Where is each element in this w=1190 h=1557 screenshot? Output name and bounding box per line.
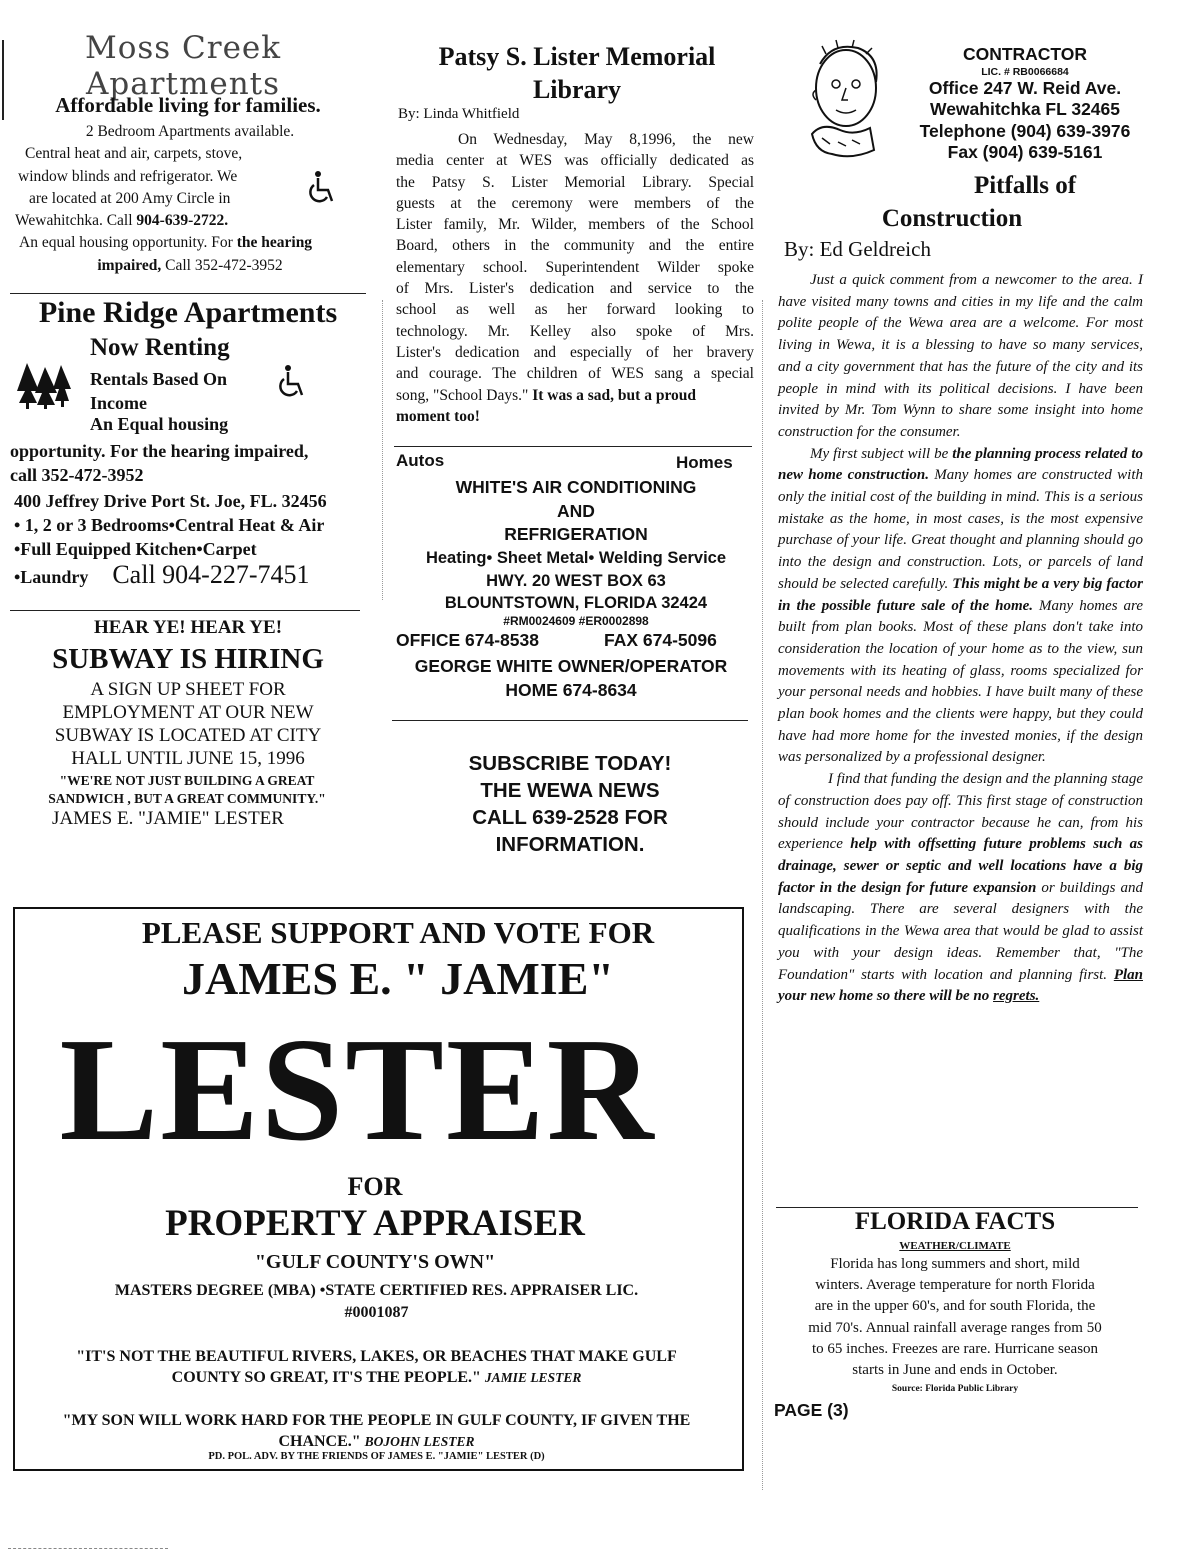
- library-title-line: Patsy S. Lister Memorial: [438, 42, 716, 71]
- library-line: and courage. The children of WES sang a special: [396, 365, 754, 383]
- moss-hearing-text: the hearing: [236, 234, 313, 252]
- divider: [10, 610, 360, 611]
- library-line: Board, others in the community and the entire: [396, 237, 754, 255]
- vote-degree: [15, 1280, 738, 1324]
- library-line: [396, 385, 754, 406]
- rentals-line: Income: [90, 393, 147, 413]
- pine-ridge-title: Pine Ridge Apartments: [38, 296, 338, 329]
- library-line: Lister family, Mr. Wilder, members of the School: [396, 216, 754, 234]
- pitfalls-title-1: Pitfalls of: [973, 172, 1077, 199]
- vote-quote2: [15, 1410, 738, 1452]
- contractor-fax: Fax (904) 639-5161: [947, 142, 1103, 162]
- subway-signature: JAMES E. "JAMIE" LESTER: [52, 808, 284, 829]
- caricature-icon: [792, 34, 896, 164]
- whites-ad: [390, 476, 762, 628]
- divider: [392, 720, 748, 721]
- library-line: of Mrs. Lister's dedication and service to the: [396, 280, 754, 298]
- whites-name: WHITE'S AIR CONDITIONING: [455, 477, 697, 497]
- library-line: school as well as her forward looking to: [396, 301, 754, 319]
- now-renting: Now Renting: [90, 334, 230, 361]
- subscribe-ad: [385, 750, 755, 858]
- subway-quote-line: "WE'RE NOT JUST BUILDING A GREAT: [59, 773, 315, 788]
- moss-impaired-text: impaired,: [97, 256, 162, 274]
- vote-degree-line: MASTERS DEGREE (MBA) •STATE CERTIFIED RES. APPRAISER LIC.: [114, 1282, 639, 1299]
- library-song: song, "School Days.": [396, 386, 533, 404]
- library-line: elementary school. Superintendent Wilder spoke: [396, 258, 754, 276]
- page-number: PAGE (3): [774, 1400, 849, 1420]
- florida-facts-source: Source: Florida Public Library: [891, 1384, 1019, 1394]
- moss-line: are located at 200 Amy Circle in: [29, 189, 231, 207]
- facts-line: starts in June and ends in October.: [852, 1362, 1058, 1379]
- library-line: guests at the ceremony were members of the: [396, 194, 754, 212]
- library-title: [392, 40, 762, 106]
- pine-address: 400 Jeffrey Drive Port St. Joe, FL. 32456: [14, 491, 327, 511]
- subscribe-line: SUBSCRIBE TODAY!: [468, 752, 672, 775]
- subscribe-line: THE WEWA NEWS: [480, 779, 660, 802]
- facts-line: winters. Average temperature for north Florida: [815, 1277, 1095, 1294]
- equal-housing: An Equal housing: [90, 414, 229, 434]
- pine-line: opportunity. For the hearing impaired,: [10, 441, 309, 461]
- vote-for: FOR: [347, 1172, 403, 1201]
- moss-line: [10, 255, 370, 277]
- trees-icon: [15, 361, 71, 409]
- whites-fax: FAX 674-5096: [604, 630, 717, 650]
- whites-owner: GEORGE WHITE OWNER/OPERATOR: [414, 656, 728, 676]
- vote-quote-line: COUNTY SO GREAT, IT'S THE PEOPLE.": [171, 1369, 485, 1386]
- rentals-based: [90, 367, 227, 415]
- library-body: [396, 129, 754, 427]
- pitfalls-paragraph: My first subject will be the planning process related to new home construction. Many homes are constructed with only the initial cost of the building in mind. This is a serious mistake as the home, in most cases, is the most expensive purchase of your life. Great thought and planning should go into the design and construction. Lots, or parcels of land should be selected carefully. This might be a very big factor in the possible future sale of the home. Many homes are built from plan books. Most of these plans don't take into consideration the location of your home as to the view, sun movements with its heating of glass, rooms specialized for your personal needs and hobbies. I have built many of these plan book homes and the clients were happy, but they could have had more home for the invested monies, if the design was personalized by a professional designer.: [778, 445, 1144, 766]
- vote-line: PLEASE SUPPORT AND VOTE FOR: [141, 915, 655, 950]
- pine-ridge-body: [10, 439, 370, 589]
- pine-laundry: •Laundry: [14, 567, 89, 587]
- pine-line: call 352-472-3952: [10, 465, 144, 485]
- vote-paid-notice: PD. POL. ADV. BY THE FRIENDS OF JAMES E. "JAMIE" LESTER (D): [208, 1451, 545, 1462]
- vote-candidate: JAMES E. " JAMIE": [182, 953, 614, 1004]
- vote-headline: [0, 915, 796, 951]
- contractor-phone: Telephone (904) 639-3976: [919, 120, 1131, 141]
- moss-creek-tagline: Affordable living for families.: [55, 93, 321, 117]
- wheelchair-icon: [273, 364, 307, 400]
- facts-line: mid 70's. Annual rainfall average ranges from 50: [808, 1319, 1102, 1336]
- whites-city: BLOUNTSTOWN, FLORIDA 32424: [444, 594, 708, 612]
- subway-line: HALL UNTIL JUNE 15, 1996: [71, 748, 305, 769]
- library-line: technology. Mr. Kelley also spoke of Mrs.: [396, 322, 754, 340]
- facts-line: are in the upper 60's, and for south Florida, the: [814, 1298, 1096, 1315]
- vote-quote-line: CHANCE.": [278, 1433, 365, 1450]
- library-line: the Patsy S. Lister Memorial Library. Special: [396, 173, 754, 191]
- whites-owner-block: [390, 654, 752, 702]
- subscribe-line: INFORMATION.: [495, 833, 645, 856]
- florida-facts-subtitle: WEATHER/CLIMATE: [899, 1240, 1011, 1252]
- whites-address: HWY. 20 WEST BOX 63: [486, 572, 666, 590]
- moss-line: Central heat and air, carpets, stove,: [25, 145, 243, 163]
- vote-quote-line: "IT'S NOT THE BEAUTIFUL RIVERS, LAKES, OR BEACHES THAT MAKE GULF: [76, 1348, 677, 1365]
- subway-line: SUBWAY IS LOCATED AT CITY: [54, 725, 322, 746]
- library-byline: By: Linda Whitfield: [398, 106, 520, 122]
- pitfalls-title-2: Construction: [881, 205, 1023, 232]
- subway-headline: SUBWAY IS HIRING: [52, 643, 324, 675]
- divider: [394, 446, 752, 447]
- moss-equal-text: An equal housing opportunity. For: [19, 234, 237, 252]
- contractor-office: Office 247 W. Reid Ave.: [928, 77, 1122, 98]
- whites-name: REFRIGERATION: [504, 524, 648, 544]
- pitfalls-paragraph: I find that funding the design and the planning stage of construction does pay off. This first stage of construction should include your contractor because he can, from his experience help with offsetting future problems such as drainage, sewer or septic and well locations have a big factor in the design for future expansion or buildings and landscaping. There are several designers with the qualifications in the Wewa area that would be glad to assist you with your design ideas. Remember that, "The Foundation" starts with location and planning first. Plan your new home so there will be no regrets.: [778, 771, 1144, 1005]
- hear-ye: HEAR YE! HEAR YE!: [93, 617, 283, 638]
- subway-quote: [4, 772, 370, 808]
- whites-home: HOME 674-8634: [505, 680, 637, 700]
- subway-quote-line: SANDWICH , BUT A GREAT COMMUNITY.": [48, 791, 326, 806]
- rentals-line: Rentals Based On: [90, 369, 228, 389]
- homes-label: Homes: [676, 453, 733, 472]
- pine-features: • 1, 2 or 3 Bedrooms•Central Heat & Air: [14, 515, 325, 535]
- moss-line: window blinds and refrigerator. We: [18, 167, 238, 185]
- library-line: media center at WES was officially dedicated as: [396, 152, 754, 170]
- library-line: Lister's dedication and especially of her bravery: [396, 343, 754, 361]
- pitfalls-paragraph: Just a quick comment from a newcomer to the area. I have visited many towns and cities in my life and the calm polite people of the Wewa area are a welcome. For most living in Wewa, it is a blessing to have so many services, and a city government that has the future of the city and its people in mind with its political decisions. I have been invited by Mr. Tom Wynn to share some insight into home construction for the consumer.: [778, 272, 1143, 440]
- whites-services: Heating• Sheet Metal• Welding Service: [425, 548, 727, 567]
- contractor-license: LIC. # RB0066684: [981, 65, 1069, 78]
- vote-name-large: LESTER: [59, 1008, 656, 1172]
- florida-facts-title: FLORIDA FACTS: [854, 1208, 1056, 1235]
- contractor-ad: [900, 44, 1150, 164]
- library-final: moment too!: [396, 407, 480, 425]
- vote-quote-signature: BOJOHN LESTER: [364, 1434, 475, 1449]
- subway-line: EMPLOYMENT AT OUR NEW: [62, 702, 314, 723]
- autos-label: Autos: [396, 451, 445, 470]
- library-sad: It was a sad, but a proud: [532, 386, 697, 404]
- moss-hearing-phone: Call 352-472-3952: [161, 256, 283, 274]
- facts-line: Florida has long summers and short, mild: [830, 1256, 1080, 1272]
- vote-license: #0001087: [344, 1304, 409, 1321]
- left-edge-rule: [2, 40, 4, 120]
- column-rule: [382, 300, 383, 600]
- pitfalls-article: [778, 270, 1143, 1008]
- facts-line: to 65 inches. Freezes are rare. Hurricane season: [811, 1340, 1099, 1357]
- vote-office: PROPERTY APPRAISER: [165, 1203, 585, 1244]
- whites-license: #RM0024609 #ER0002898: [503, 614, 649, 628]
- moss-phone: 904-639-2722.: [136, 212, 229, 230]
- subscribe-line: CALL 639-2528 FOR: [472, 806, 668, 829]
- whites-name: AND: [557, 500, 595, 521]
- vote-own: "GULF COUNTY'S OWN": [254, 1251, 496, 1273]
- subway-line: A SIGN UP SHEET FOR: [90, 679, 286, 700]
- vote-quote-line: "MY SON WILL WORK HARD FOR THE PEOPLE IN GULF COUNTY, IF GIVEN THE: [62, 1412, 691, 1429]
- contractor-city: Wewahitchka FL 32465: [930, 99, 1120, 119]
- library-title-line: Library: [532, 75, 622, 104]
- moss-call-text: Wewahitchka. Call: [15, 212, 137, 230]
- contractor-title: CONTRACTOR: [962, 44, 1088, 64]
- vote-quote1: [15, 1346, 738, 1388]
- moss-creek-title: Moss Creek Apartments: [84, 30, 282, 102]
- divider: [10, 293, 366, 294]
- subway-body: [10, 678, 366, 770]
- whites-office: OFFICE 674-8538: [396, 630, 539, 650]
- column-rule: [762, 300, 763, 1490]
- vote-quote-signature: JAMIE LESTER: [484, 1370, 582, 1385]
- pitfalls-byline: By: Ed Geldreich: [784, 237, 931, 261]
- moss-line: [10, 210, 370, 232]
- pine-features: •Full Equipped Kitchen•Carpet: [14, 539, 257, 559]
- wheelchair-icon: [303, 170, 337, 206]
- florida-facts-body: [770, 1254, 1140, 1381]
- scan-artifact: [8, 1548, 168, 1549]
- pine-phone: Call 904-227-7451: [112, 560, 310, 589]
- moss-line: [10, 232, 370, 254]
- moss-line: 2 Bedroom Apartments available.: [85, 123, 295, 140]
- library-line: On Wednesday, May 8,1996, the new: [458, 131, 754, 148]
